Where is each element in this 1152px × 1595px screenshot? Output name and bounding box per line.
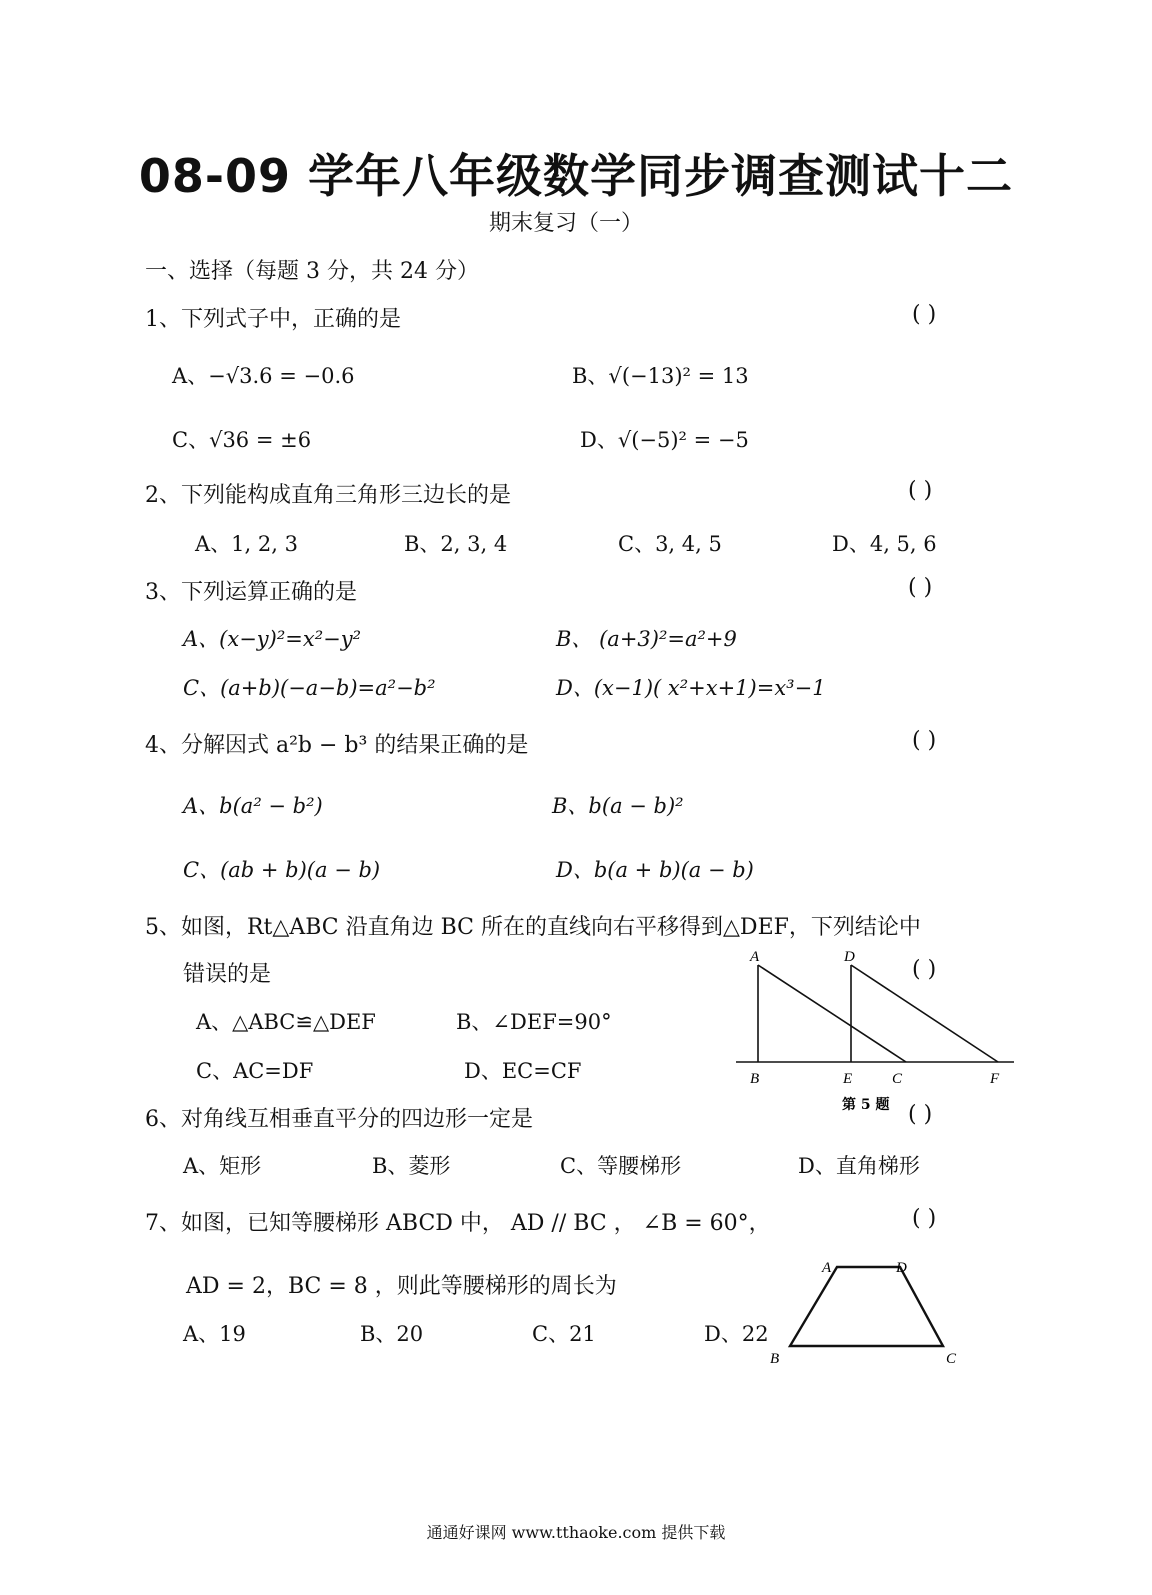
option-b: B、b(a − b)² [552,794,684,818]
option-c: C、等腰梯形 [560,1154,682,1178]
vertex-label: F [990,1071,1000,1087]
answer-bracket: ( ) [908,575,933,600]
option-b: B、√(−13)² = 13 [572,364,749,388]
vertex-label: A [750,949,760,965]
option-b: B、2, 3, 4 [404,532,508,556]
option-c: C、21 [532,1322,596,1346]
question-1-stem: 1、下列式子中，正确的是 [145,307,401,332]
vertex-label: E [843,1071,853,1087]
option-a: A、△ABC≌△DEF [196,1010,376,1034]
answer-bracket: ( ) [912,302,937,327]
option-d: D、√(−5)² = −5 [580,428,749,452]
option-a: A、1, 2, 3 [195,532,298,556]
vertex-label: A [822,1260,832,1276]
option-d: D、(x−1)( x²+x+1)=x³−1 [556,676,826,700]
answer-bracket: ( ) [912,957,937,982]
option-d: D、4, 5, 6 [832,532,937,556]
option-d: D、b(a + b)(a − b) [556,858,754,882]
vertex-label: B [770,1351,780,1367]
option-c: C、AC=DF [196,1059,314,1083]
page-subtitle: 期末复习（一） [488,211,643,236]
option-c: C、√36 = ±6 [172,428,312,452]
option-a: A、b(a² − b²) [183,794,323,818]
option-b: B、20 [360,1322,424,1346]
section-heading: 一、选择（每题 3 分，共 24 分） [145,259,479,284]
figure-5-diagram [730,945,1020,1115]
question-5-stem-cont: 错误的是 [183,962,272,987]
option-c: C、3, 4, 5 [618,532,722,556]
vertex-label: C [946,1351,957,1367]
option-b: B、∠DEF=90° [456,1010,612,1034]
question-2-stem: 2、下列能构成直角三角形三边长的是 [145,483,511,508]
question-6-stem: 6、对角线互相垂直平分的四边形一定是 [145,1107,533,1132]
option-a: A、(x−y)²=x²−y² [183,627,362,651]
question-4-stem: 4、分解因式 a²b − b³ 的结果正确的是 [145,733,529,758]
option-b: B、菱形 [372,1154,451,1178]
vertex-label: B [750,1071,760,1087]
answer-bracket: ( ) [908,1102,933,1127]
question-7-stem: 7、如图，已知等腰梯形 ABCD 中， AD // BC ， ∠B = 60°， [145,1211,771,1236]
vertex-label: C [892,1071,903,1087]
question-7-stem-cont: AD = 2，BC = 8 ，则此等腰梯形的周长为 [186,1274,617,1299]
figure-caption: 第 5 题 [842,1097,890,1113]
option-a: A、−√3.6 = −0.6 [172,364,355,388]
question-5-stem: 5、如图，Rt△ABC 沿直角边 BC 所在的直线向右平移得到△DEF，下列结论中 [145,915,921,940]
answer-bracket: ( ) [908,478,933,503]
vertex-label: D [844,949,855,965]
figure-7-trapezoid [764,1250,974,1375]
option-a: A、19 [183,1322,246,1346]
page-title: 08-09 学年八年级数学同步调查测试十二 [138,149,1014,203]
option-c: C、(a+b)(−a−b)=a²−b² [183,676,436,700]
vertex-label: D [896,1260,907,1276]
question-3-stem: 3、下列运算正确的是 [145,580,357,605]
option-a: A、矩形 [183,1154,262,1178]
footer-credit: 通通好课网 www.tthaoke.com 提供下载 [426,1523,726,1542]
option-b: B、 (a+3)²=a²+9 [556,627,737,651]
answer-bracket: ( ) [912,1206,937,1231]
option-d: D、EC=CF [464,1059,582,1083]
option-d: D、直角梯形 [798,1154,920,1178]
option-d: D、22 [704,1322,769,1346]
answer-bracket: ( ) [912,728,937,753]
option-c: C、(ab + b)(a − b) [183,858,381,882]
